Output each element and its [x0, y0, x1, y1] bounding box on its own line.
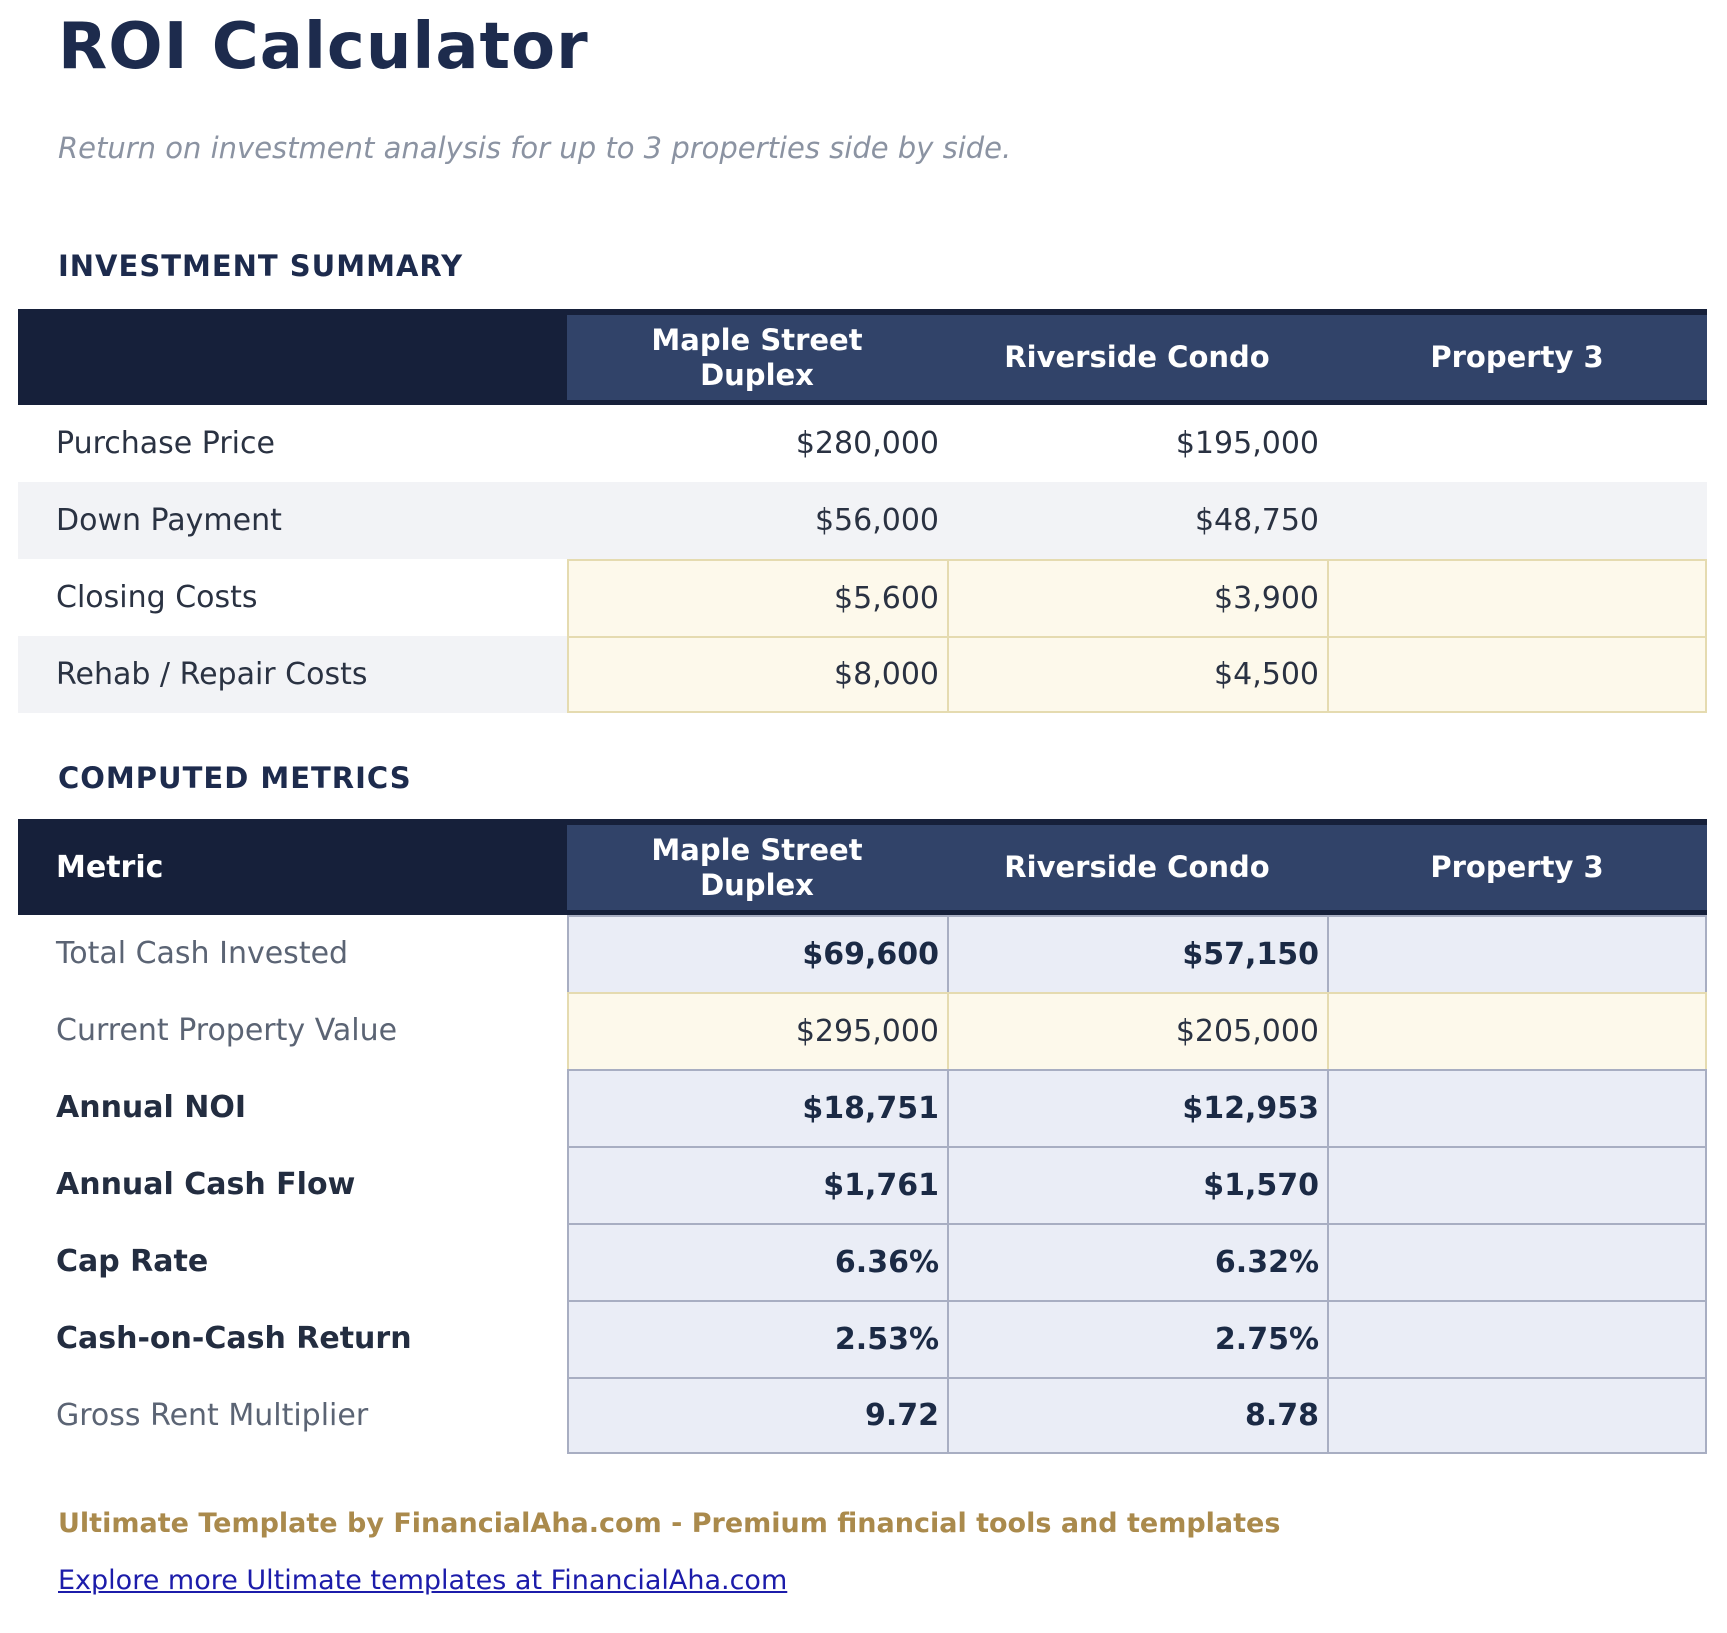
summary-table-header: [18, 309, 1707, 405]
row-label: Rehab / Repair Costs: [56, 657, 368, 693]
value-cell: $56,000: [814, 503, 939, 539]
column-header-riverside-condo: Riverside Condo: [1004, 340, 1270, 375]
computed-cell: $1,570: [947, 1146, 1327, 1223]
summary-table: [18, 309, 1707, 713]
metrics-heading: COMPUTED METRICS: [58, 761, 412, 796]
table-row: [18, 636, 1707, 713]
computed-cell: $69,600: [567, 915, 947, 992]
summary-header-blank-cell: [18, 309, 567, 405]
computed-cell: $18,751: [567, 1069, 947, 1146]
computed-cell: [1327, 915, 1707, 992]
computed-cell: [1327, 1300, 1707, 1377]
row-label: Total Cash Invested: [56, 936, 349, 972]
computed-cell: 6.32%: [947, 1223, 1327, 1300]
row-label: Annual NOI: [56, 1090, 247, 1126]
value-cell: [1327, 482, 1707, 559]
row-label: Annual Cash Flow: [56, 1167, 356, 1203]
footer-branding: Ultimate Template by FinancialAha.com - Premium financial tools and templates: [58, 1508, 1281, 1540]
table-row: [18, 992, 1707, 1069]
computed-cell: 8.78: [947, 1377, 1327, 1454]
input-cell[interactable]: [1327, 992, 1707, 1069]
table-row: [18, 482, 1707, 559]
table-row: [18, 915, 1707, 992]
row-label: Gross Rent Multiplier: [56, 1398, 369, 1434]
row-label: Down Payment: [56, 503, 282, 539]
computed-cell: 9.72: [567, 1377, 947, 1454]
input-cell[interactable]: $8,000: [567, 636, 947, 713]
column-header-property-3: Property 3: [1430, 850, 1604, 885]
table-row: [18, 1300, 1707, 1377]
row-label: Cash-on-Cash Return: [56, 1321, 412, 1357]
computed-cell: 2.53%: [567, 1300, 947, 1377]
metrics-table-header: [18, 819, 1707, 915]
row-label: Closing Costs: [56, 580, 258, 616]
property-header-group: [567, 825, 1707, 910]
input-cell[interactable]: $5,600: [567, 559, 947, 636]
computed-cell: 2.75%: [947, 1300, 1327, 1377]
input-cell[interactable]: $205,000: [947, 992, 1327, 1069]
computed-cell: [1327, 1069, 1707, 1146]
computed-cell: 6.36%: [567, 1223, 947, 1300]
computed-cell: $57,150: [947, 915, 1327, 992]
computed-cell: [1327, 1223, 1707, 1300]
footer-link[interactable]: Explore more Ultimate templates at FinancialAha.com: [58, 1565, 788, 1597]
computed-cell: $12,953: [947, 1069, 1327, 1146]
computed-cell: [1327, 1377, 1707, 1454]
row-label: Cap Rate: [56, 1244, 209, 1280]
input-cell[interactable]: $4,500: [947, 636, 1327, 713]
value-cell: [1327, 405, 1707, 482]
column-header-maple-street-duplex: Maple Street Duplex: [651, 832, 863, 902]
value-cell: $195,000: [1175, 426, 1319, 462]
page-title: ROI Calculator: [58, 10, 589, 84]
column-header-riverside-condo: Riverside Condo: [1004, 850, 1270, 885]
row-label: Purchase Price: [56, 426, 275, 462]
table-row: [18, 1069, 1707, 1146]
summary-heading: INVESTMENT SUMMARY: [58, 249, 464, 284]
metric-column-header: Metric: [56, 849, 164, 885]
computed-cell: $1,761: [567, 1146, 947, 1223]
table-row: [18, 1223, 1707, 1300]
input-cell[interactable]: $3,900: [947, 559, 1327, 636]
table-row: [18, 559, 1707, 636]
input-cell[interactable]: $295,000: [567, 992, 947, 1069]
input-cell[interactable]: [1327, 636, 1707, 713]
column-header-maple-street-duplex: Maple Street Duplex: [651, 322, 863, 392]
input-cell[interactable]: [1327, 559, 1707, 636]
row-label: Current Property Value: [56, 1013, 398, 1049]
computed-cell: [1327, 1146, 1707, 1223]
value-cell: $280,000: [795, 426, 939, 462]
page-subtitle: Return on investment analysis for up to 3 properties side by side.: [58, 131, 1012, 166]
table-row: [18, 1377, 1707, 1454]
column-header-property-3: Property 3: [1430, 340, 1604, 375]
metrics-table: [18, 819, 1707, 1454]
table-row: [18, 405, 1707, 482]
property-header-group: [567, 315, 1707, 400]
value-cell: $48,750: [1194, 503, 1319, 539]
table-row: [18, 1146, 1707, 1223]
